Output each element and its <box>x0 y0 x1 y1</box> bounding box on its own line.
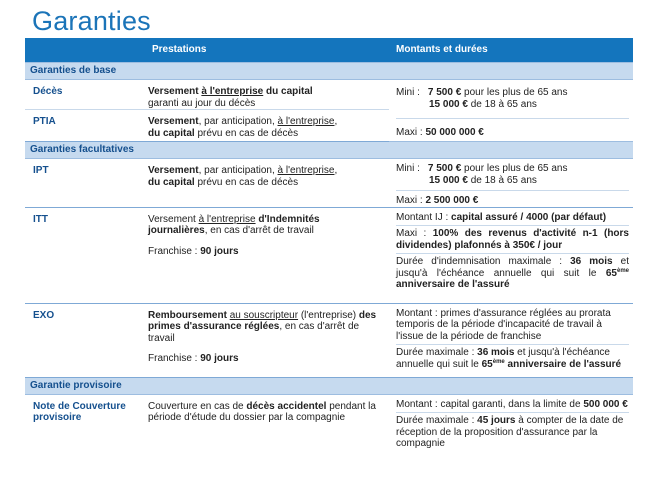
row-prestation: Couverture en cas de décès accidentel pendant la période d'étude du dossier par la compagnie <box>148 400 376 423</box>
section-garanties-base: Garanties de base <box>25 63 633 80</box>
row-montants: Montant IJ : capital assuré / 4000 (par défaut) Maxi : 100% des revenus d'activité n-1 (hors dividendes) plafonnés à 350€ / jour Durée d'indemnisation maximale : 36 mois et jusqu'à l'échéance annuelle qui suit le 65ème anniversaire de l'assuré <box>389 207 633 303</box>
row-name: EXO <box>25 303 145 377</box>
table-row-itt <box>25 207 633 303</box>
row-montants: Mini : 7 500 € pour les plus de 65 ans 15 000 € de 18 à 65 ans Maxi : 2 500 000 € <box>389 159 633 208</box>
row-prestation: Versement, par anticipation, à l'entreprise, du capital prévu en cas de décès <box>145 159 389 208</box>
row-name: Note de Couverture provisoire <box>33 400 126 423</box>
table-row-ipt <box>25 159 633 208</box>
row-name: Décès <box>33 86 63 97</box>
header-prestations: Prestations <box>25 38 389 63</box>
section-garantie-provisoire: Garantie provisoire <box>25 377 633 394</box>
row-prestation: Remboursement au souscripteur (l'entreprise) des primes d'assurance réglées, en cas d'arrêt de travail Franchise : 90 jours <box>145 303 389 377</box>
table-row-exo <box>25 303 633 377</box>
table-row-deces <box>25 80 633 110</box>
row-prestation: Versement à l'entreprise d'Indemnités journalières, en cas d'arrêt de travail Franchise : 90 jours <box>145 207 389 303</box>
page-title: Garanties <box>32 6 151 36</box>
row-montants: Montant : primes d'assurance réglées au prorata temporis de la période d'incapacité de travail à l'issue de la période de franchise Durée maximale : 36 mois et jusqu'à l'échéance annuelle qui suit le 65ème anniversaire de l'assuré <box>389 303 633 377</box>
section-garanties-facultatives: Garanties facultatives <box>25 142 633 159</box>
table-row-note-couverture <box>25 394 633 466</box>
row-name: PTIA <box>25 110 145 142</box>
row-prestation: Versement, par anticipation, à l'entreprise, du capital prévu en cas de décès <box>145 110 389 142</box>
row-prestation: Versement à l'entreprise du capital garanti au jour du décès <box>148 86 313 109</box>
guarantees-table <box>25 38 633 466</box>
table-header <box>25 38 633 63</box>
row-name: IPT <box>25 159 145 208</box>
row-montants: Montant : capital garanti, dans la limite de 500 000 € Durée maximale : 45 jours à compter de la date de réception de la proposition d'assurance par la compagnie <box>396 398 628 449</box>
row-name: ITT <box>25 207 145 303</box>
header-montants: Montants et durées <box>389 38 633 63</box>
row-montants: Mini : 7 500 € pour les plus de 65 ans 15 000 € de 18 à 65 ans Maxi : 50 000 000 € <box>389 80 633 142</box>
